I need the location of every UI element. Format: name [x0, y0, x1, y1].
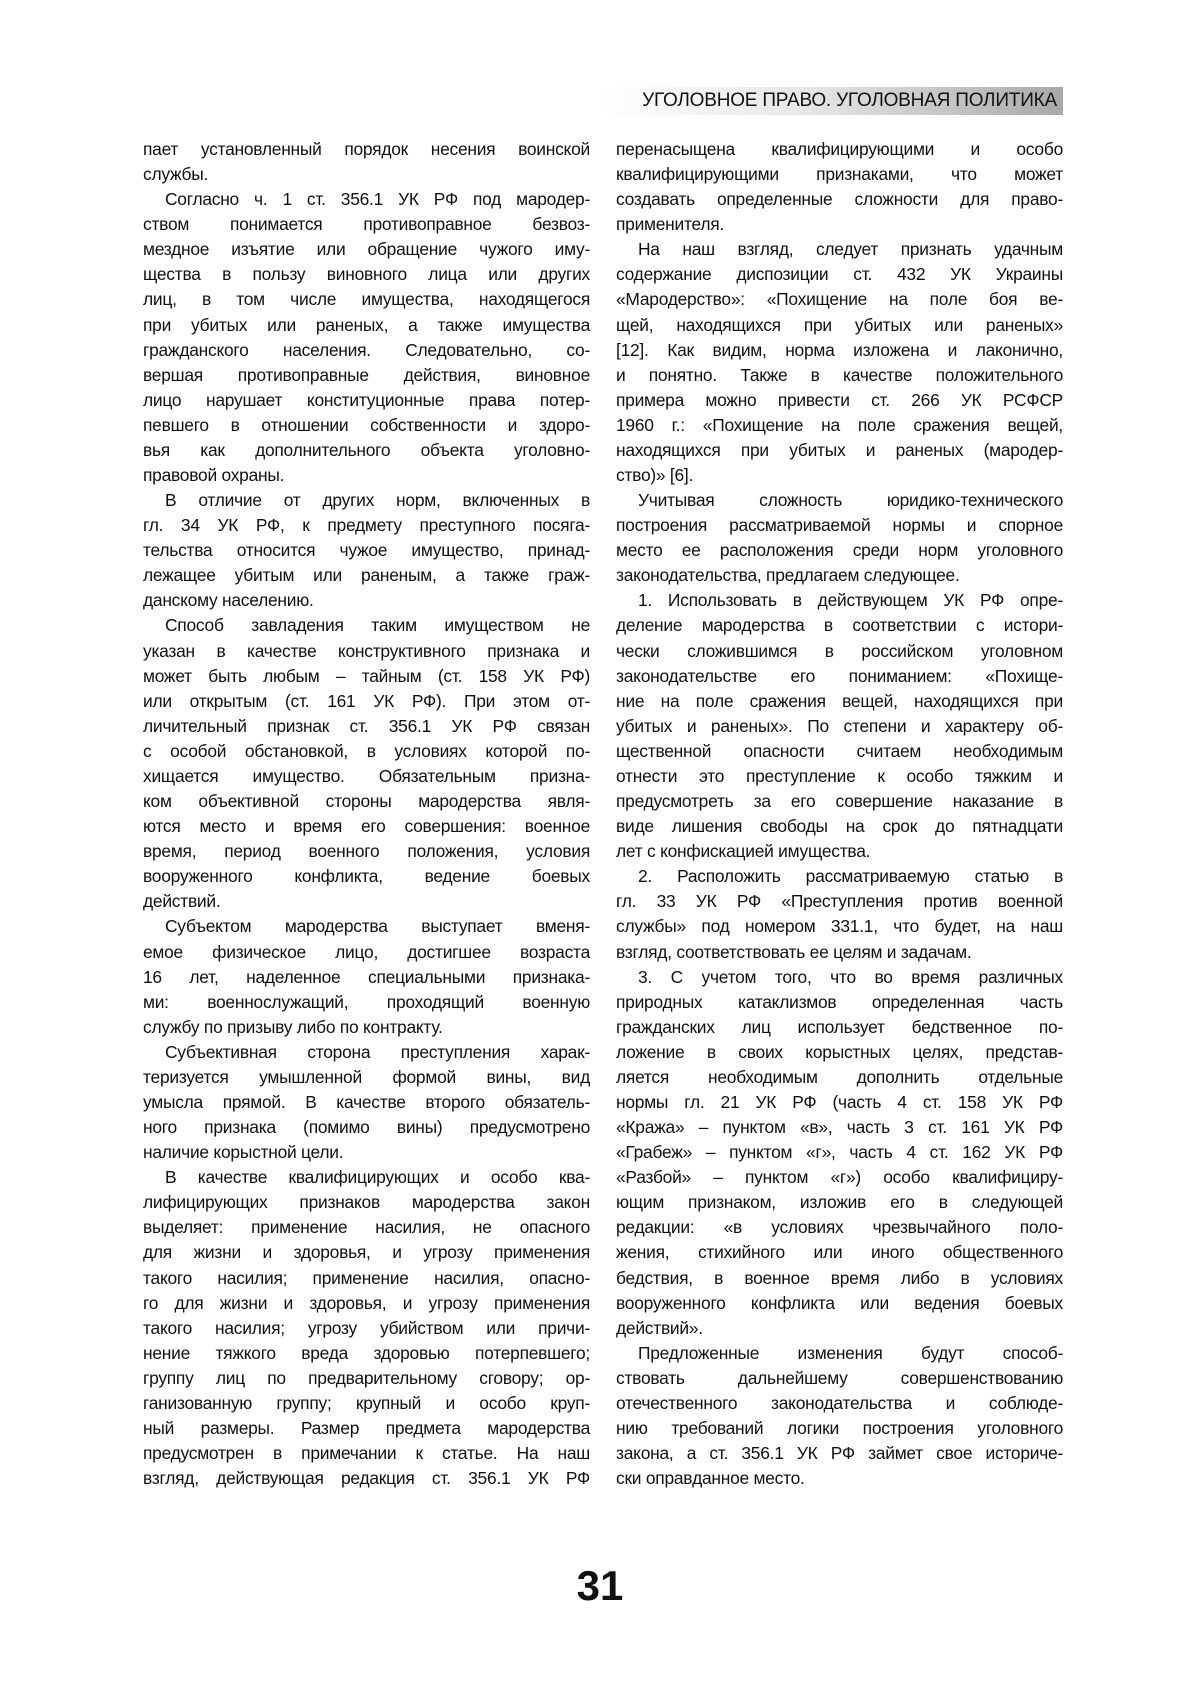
text-line: умысла прямой. В качестве второго обязатель-: [143, 1090, 590, 1115]
text-line: виде лишения свободы на срок до пятнадцати: [616, 814, 1063, 839]
text-line: гл. 34 УК РФ, к предмету преступного посяга-: [143, 513, 590, 538]
text-line: или открытым (ст. 161 УК РФ). При этом от-: [143, 689, 590, 714]
text-line: 1. Использовать в действующем УК РФ опре-: [616, 588, 1063, 613]
text-line: Предложенные изменения будут способ-: [616, 1341, 1063, 1366]
text-line: такого насилия; применение насилия, опасно-: [143, 1266, 590, 1291]
text-line: гл. 33 УК РФ «Преступления против военной: [616, 889, 1063, 914]
text-line: действий.: [143, 889, 590, 914]
left-column: [143, 137, 590, 1491]
paragraph: [616, 237, 1063, 488]
text-line: гражданского населения. Следовательно, со-: [143, 338, 590, 363]
text-line: для жизни и здоровья, и угрозу применения: [143, 1240, 590, 1265]
text-line: данскому населению.: [143, 588, 590, 613]
text-line: ние на поле сражения вещей, находящихся при: [616, 689, 1063, 714]
text-line: и понятно. Также в качестве положительного: [616, 363, 1063, 388]
text-line: ски оправданное место.: [616, 1466, 1063, 1491]
text-line: отнести это преступление к особо тяжким и: [616, 764, 1063, 789]
text-line: вья как дополнительного объекта уголовно-: [143, 438, 590, 463]
text-line: время, период военного положения, условия: [143, 839, 590, 864]
text-line: го для жизни и здоровья, и угрозу применения: [143, 1291, 590, 1316]
text-line: указан в качестве конструктивного признака и: [143, 639, 590, 664]
text-line: теризуется умышленной формой вины, вид: [143, 1065, 590, 1090]
text-line: ются место и время его совершения: военное: [143, 814, 590, 839]
paragraph: [143, 613, 590, 914]
paragraph: [616, 588, 1063, 864]
text-line: законодательства, предлагаем следующее.: [616, 563, 1063, 588]
text-line: правовой охраны.: [143, 463, 590, 488]
text-line: лежащее убитым или раненым, а также граж-: [143, 563, 590, 588]
text-line: вооруженного конфликта или ведения боевых: [616, 1291, 1063, 1316]
text-line: нию требований логики построения уголовного: [616, 1416, 1063, 1441]
paragraph: [143, 488, 590, 613]
right-column: [616, 137, 1063, 1491]
text-line: при убитых или раненых, а также имущества: [143, 313, 590, 338]
text-line: нение тяжкого вреда здоровью потерпевшего;: [143, 1341, 590, 1366]
text-line: с особой обстановкой, в условиях которой по-: [143, 739, 590, 764]
text-line: емое физическое лицо, достигшее возраста: [143, 940, 590, 965]
text-line: место ее расположения среди норм уголовного: [616, 538, 1063, 563]
text-line: закона, а ст. 356.1 УК РФ займет свое историче-: [616, 1441, 1063, 1466]
text-line: ствовать дальнейшему совершенствованию: [616, 1366, 1063, 1391]
text-line: бедствия, в военное время либо в условиях: [616, 1266, 1063, 1291]
paragraph: [143, 1040, 590, 1165]
paragraph: [143, 187, 590, 488]
text-line: пает установленный порядок несения воинской: [143, 137, 590, 162]
text-line: службы.: [143, 162, 590, 187]
text-line: ком объективной стороны мародерства явля-: [143, 789, 590, 814]
text-line: ми: военнослужащий, проходящий военную: [143, 990, 590, 1015]
text-line: применителя.: [616, 212, 1063, 237]
text-line: лет с конфискацией имущества.: [616, 839, 1063, 864]
text-line: Субъективная сторона преступления харак-: [143, 1040, 590, 1065]
text-line: построения рассматриваемой нормы и спорное: [616, 513, 1063, 538]
text-line: В отличие от других норм, включенных в: [143, 488, 590, 513]
text-line: взгляд, действующая редакция ст. 356.1 УК РФ: [143, 1466, 590, 1491]
text-line: находящихся при убитых и раненых (мародер-: [616, 438, 1063, 463]
text-line: содержание диспозиции ст. 432 УК Украины: [616, 262, 1063, 287]
text-line: ный размеры. Размер предмета мародерства: [143, 1416, 590, 1441]
text-line: может быть любым – тайным (ст. 158 УК РФ): [143, 664, 590, 689]
text-line: вооруженного конфликта, ведение боевых: [143, 864, 590, 889]
text-line: вершая противоправные действия, виновное: [143, 363, 590, 388]
text-line: выделяет: применение насилия, не опасного: [143, 1215, 590, 1240]
page-number: 31: [0, 1562, 1200, 1610]
text-line: чески сложившимся в российском уголовном: [616, 639, 1063, 664]
running-title: УГОЛОВНОЕ ПРАВО. УГОЛОВНАЯ ПОЛИТИКА: [642, 90, 1057, 112]
text-line: лифицирующих признаков мародерства закон: [143, 1190, 590, 1215]
text-line: ного признака (помимо вины) предусмотрено: [143, 1115, 590, 1140]
text-line: наличие корыстной цели.: [143, 1140, 590, 1165]
paragraph: [143, 914, 590, 1039]
text-line: службы» под номером 331.1, что будет, на наш: [616, 914, 1063, 939]
text-line: нормы гл. 21 УК РФ (часть 4 ст. 158 УК РФ: [616, 1090, 1063, 1115]
text-line: 16 лет, наделенное специальными признака-: [143, 965, 590, 990]
text-line: ложение в своих корыстных целях, представ-: [616, 1040, 1063, 1065]
text-line: 1960 г.: «Похищение на поле сражения вещей,: [616, 413, 1063, 438]
text-line: гражданских лиц использует бедственное по-: [616, 1015, 1063, 1040]
text-line: убитых и раненых». По степени и характеру об-: [616, 714, 1063, 739]
text-line: квалифицирующими признаками, что может: [616, 162, 1063, 187]
paragraph: [143, 1165, 590, 1491]
text-line: законодательстве его пониманием: «Похище-: [616, 664, 1063, 689]
text-line: 3. С учетом того, что во время различных: [616, 965, 1063, 990]
text-line: взгляд, соответствовать ее целям и задачам.: [616, 940, 1063, 965]
paragraph: [143, 137, 590, 187]
text-line: лицо нарушает конституционные права потер-: [143, 388, 590, 413]
text-line: ляется необходимым дополнить отдельные: [616, 1065, 1063, 1090]
text-line: ющим признаком, изложив его в следующей: [616, 1190, 1063, 1215]
text-line: действий».: [616, 1316, 1063, 1341]
text-line: тельства относится чужое имущество, принад-: [143, 538, 590, 563]
text-line: Согласно ч. 1 ст. 356.1 УК РФ под мародер-: [143, 187, 590, 212]
text-line: отечественного законодательства и соблюде-: [616, 1391, 1063, 1416]
text-line: жения, стихийного или иного общественного: [616, 1240, 1063, 1265]
text-line: щественной опасности считаем необходимым: [616, 739, 1063, 764]
text-line: такого насилия; угрозу убийством или причи-: [143, 1316, 590, 1341]
text-line: службу по призыву либо по контракту.: [143, 1015, 590, 1040]
paragraph: [616, 1341, 1063, 1491]
text-line: примера можно привести ст. 266 УК РСФСР: [616, 388, 1063, 413]
paragraph: [616, 137, 1063, 237]
text-line: создавать определенные сложности для право-: [616, 187, 1063, 212]
text-line: природных катаклизмов определенная часть: [616, 990, 1063, 1015]
text-line: ством понимается противоправное безвоз-: [143, 212, 590, 237]
text-line: На наш взгляд, следует признать удачным: [616, 237, 1063, 262]
text-line: ганизованную группу; крупный и особо круп-: [143, 1391, 590, 1416]
text-line: хищается имущество. Обязательным призна-: [143, 764, 590, 789]
text-line: щества в пользу виновного лица или других: [143, 262, 590, 287]
text-line: личительный признак ст. 356.1 УК РФ связан: [143, 714, 590, 739]
text-line: Учитывая сложность юридико-технического: [616, 488, 1063, 513]
text-line: предусмотреть за его совершение наказание в: [616, 789, 1063, 814]
paragraph: [616, 488, 1063, 588]
text-line: «Разбой» – пунктом «г») особо квалифициру-: [616, 1165, 1063, 1190]
text-line: В качестве квалифицирующих и особо ква-: [143, 1165, 590, 1190]
text-line: Субъектом мародерства выступает вменя-: [143, 914, 590, 939]
text-line: «Кража» – пунктом «в», часть 3 ст. 161 УК РФ: [616, 1115, 1063, 1140]
text-line: мездное изъятие или обращение чужого иму-: [143, 237, 590, 262]
text-line: певшего в отношении собственности и здоро-: [143, 413, 590, 438]
text-line: редакции: «в условиях чрезвычайного поло-: [616, 1215, 1063, 1240]
text-line: «Мародерство»: «Похищение на поле боя ве-: [616, 287, 1063, 312]
text-line: ство)» [6].: [616, 463, 1063, 488]
text-line: щей, находящихся при убитых или раненых»: [616, 313, 1063, 338]
text-line: перенасыщена квалифицирующими и особо: [616, 137, 1063, 162]
text-line: [12]. Как видим, норма изложена и лаконично,: [616, 338, 1063, 363]
text-line: «Грабеж» – пунктом «г», часть 4 ст. 162 УК РФ: [616, 1140, 1063, 1165]
text-line: группу лиц по предварительному сговору; ор-: [143, 1366, 590, 1391]
paragraph: [616, 965, 1063, 1341]
text-line: предусмотрен в примечании к статье. На наш: [143, 1441, 590, 1466]
text-line: Способ завладения таким имуществом не: [143, 613, 590, 638]
text-line: 2. Расположить рассматриваемую статью в: [616, 864, 1063, 889]
running-header: [600, 87, 1063, 115]
text-line: лиц, в том числе имущества, находящегося: [143, 287, 590, 312]
paragraph: [616, 864, 1063, 964]
text-line: деление мародерства в соответствии с истори-: [616, 613, 1063, 638]
